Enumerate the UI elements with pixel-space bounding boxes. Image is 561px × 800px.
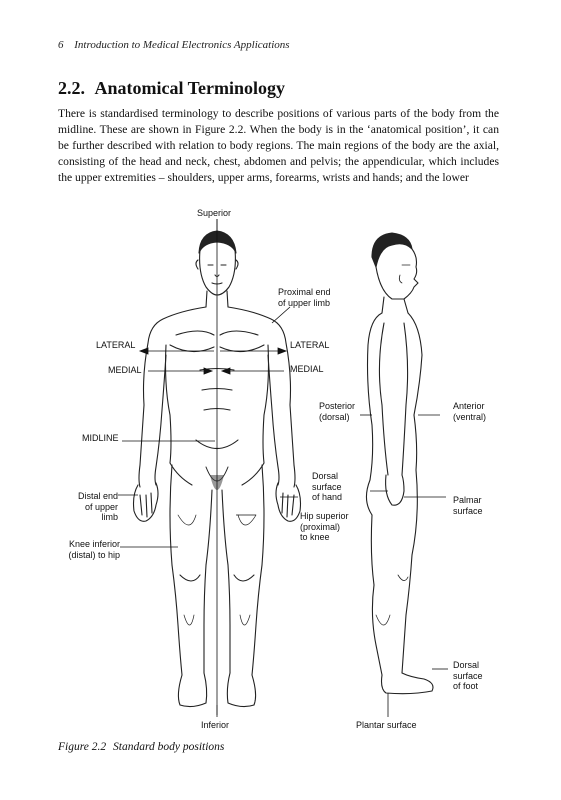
section-number: 2.2. bbox=[58, 78, 85, 98]
label-dorsal-hand: Dorsal surface of hand bbox=[312, 471, 343, 502]
label-lateral-right: LATERAL bbox=[290, 340, 330, 350]
section-heading bbox=[58, 78, 285, 99]
body-paragraph: There is standardised terminology to describe positions of various parts of the body from the midline. These are shown in Figure 2.2. When the body is in the ‘anatomical position’, it can be further described with relation to body regions. The main regions of the body are the axial, consisting of the head and neck, chest, abdomen and pelvis; the appendicular, which includes the upper extremities – shoulders, upper arms, forearms, wrists and hands; and the lower bbox=[58, 107, 499, 184]
label-distal-end: Distal end of upper limb bbox=[77, 491, 118, 522]
label-hip-superior: Hip superior (proximal) to knee bbox=[300, 511, 349, 542]
label-anterior: Anterior (ventral) bbox=[453, 401, 487, 422]
running-head bbox=[58, 39, 290, 51]
label-posterior: Posterior (dorsal) bbox=[319, 401, 356, 422]
anatomical-figure bbox=[0, 195, 561, 740]
figure-caption-text: Standard body positions bbox=[113, 741, 225, 753]
label-inferior: Inferior bbox=[201, 720, 230, 730]
label-proximal-end: Proximal end of upper limb bbox=[278, 287, 331, 308]
figure-caption-number: Figure 2.2 bbox=[58, 741, 107, 753]
figure-caption bbox=[58, 741, 224, 753]
label-knee-inferior: Knee inferior (distal) to hip bbox=[68, 539, 120, 560]
label-palmar-surface: Palmar surface bbox=[453, 495, 483, 516]
running-head-title: Introduction to Medical Electronics Applications bbox=[74, 39, 290, 51]
label-medial-left: MEDIAL bbox=[108, 365, 142, 375]
figure-illustration bbox=[0, 195, 561, 740]
page-number: 6 bbox=[58, 39, 64, 51]
label-dorsal-foot: Dorsal surface of foot bbox=[453, 660, 483, 691]
side-body-drawing bbox=[366, 233, 433, 694]
label-superior: Superior bbox=[197, 208, 232, 218]
label-plantar-surface: Plantar surface bbox=[356, 720, 417, 730]
label-medial-right: MEDIAL bbox=[290, 364, 324, 374]
label-midline: MIDLINE bbox=[82, 433, 119, 443]
section-title: Anatomical Terminology bbox=[94, 78, 286, 98]
label-lateral-left: LATERAL bbox=[96, 340, 136, 350]
